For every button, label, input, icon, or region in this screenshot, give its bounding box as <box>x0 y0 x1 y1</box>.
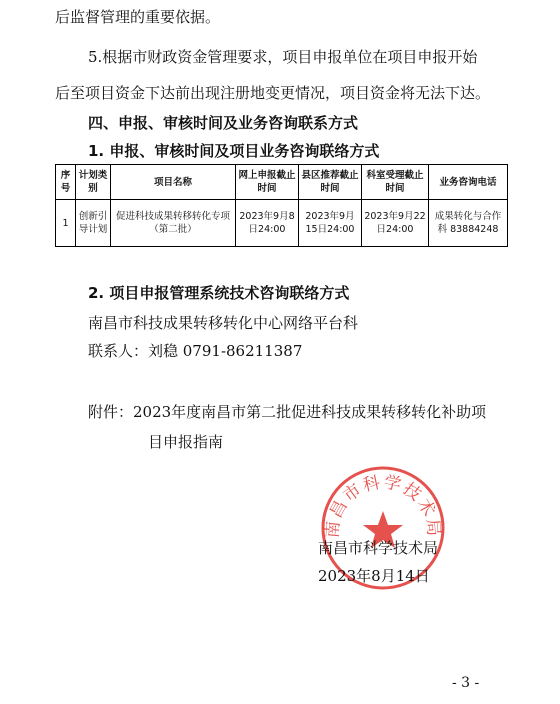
cell-office-deadline: 2023年9月22日24:00 <box>362 200 429 247</box>
cell-no: 1 <box>56 200 76 247</box>
table-row <box>56 200 508 247</box>
tech-support-contact: 联系人：刘稳 0791-86211387 <box>88 342 303 360</box>
section-4-subheading-2: 2. 项目申报管理系统技术咨询联络方式 <box>88 284 350 302</box>
attachment-line-2: 目申报指南 <box>148 433 224 451</box>
issue-date: 2023年8月14日 <box>318 567 430 585</box>
header-project: 项目名称 <box>111 165 236 200</box>
paragraph-tail: 后监督管理的重要依据。 <box>55 8 221 26</box>
section-4-heading: 四、申报、审核时间及业务咨询联系方式 <box>88 114 359 132</box>
header-phone: 业务咨询电话 <box>429 165 508 200</box>
tech-support-org: 南昌市科技成果转移转化中心网络平台科 <box>88 314 359 332</box>
header-county-deadline: 县区推荐截止时间 <box>299 165 362 200</box>
schedule-table <box>55 164 508 247</box>
cell-project: 促进科技成果转移转化专项（第二批） <box>111 200 236 247</box>
table-header-row <box>56 165 508 200</box>
header-office-deadline: 科室受理截止时间 <box>362 165 429 200</box>
cell-category: 创新引导计划 <box>76 200 111 247</box>
attachment-line-1: 附件：2023年度南昌市第二批促进科技成果转移转化补助项 <box>88 403 487 421</box>
paragraph-5-line-2: 后至项目资金下达前出现注册地变更情况，项目资金将无法下达。 <box>55 84 491 102</box>
header-online-deadline: 网上申报截止时间 <box>236 165 299 200</box>
header-no: 序号 <box>56 165 76 200</box>
issuer-name: 南昌市科学技术局 <box>318 539 439 557</box>
cell-phone: 成果转化与合作科 83884248 <box>429 200 508 247</box>
cell-online-deadline: 2023年9月8日24:00 <box>236 200 299 247</box>
page-number: - 3 - <box>452 675 480 691</box>
cell-county-deadline: 2023年9月15日24:00 <box>299 200 362 247</box>
header-category: 计划类别 <box>76 165 111 200</box>
seal-text: 南昌市科学技术局 <box>322 472 444 539</box>
paragraph-5-line-1: 5.根据市财政资金管理要求，项目申报单位在项目申报开始 <box>88 48 478 66</box>
section-4-subheading-1: 1. 申报、审核时间及项目业务咨询联络方式 <box>88 142 380 160</box>
